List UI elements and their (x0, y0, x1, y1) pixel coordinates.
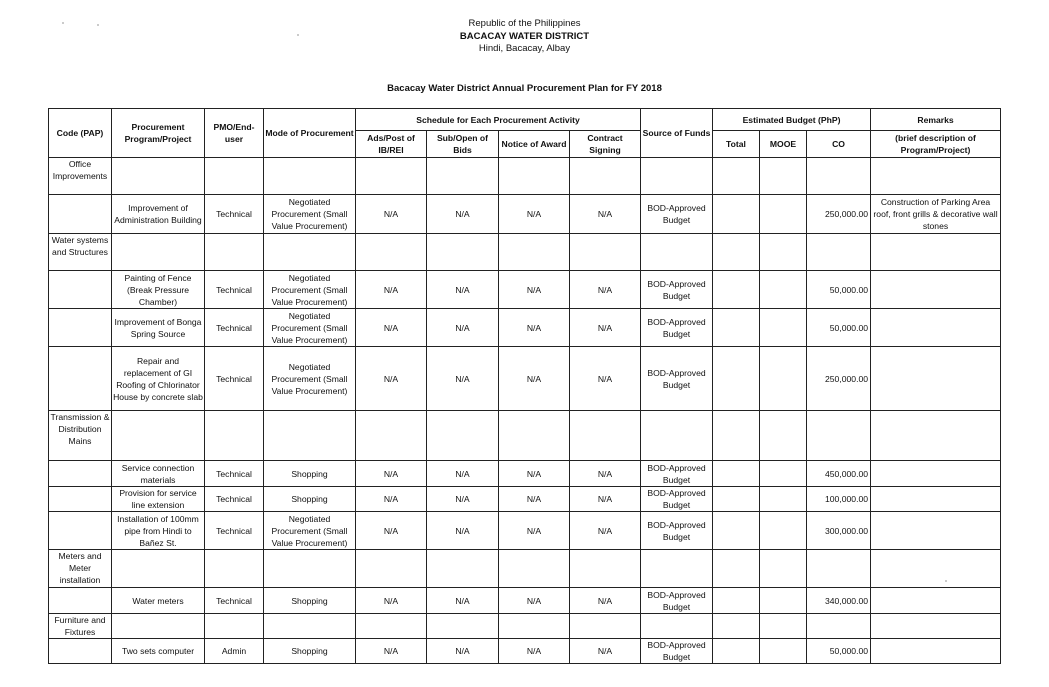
ads-cell: N/A (356, 487, 427, 512)
mode-cell: Shopping (264, 487, 356, 512)
col-total: Total (713, 131, 760, 158)
pmo-cell: Technical (205, 512, 264, 550)
table-row (49, 461, 1001, 487)
category-row (49, 411, 1001, 461)
table-body (49, 158, 1001, 664)
notice-cell: N/A (499, 309, 570, 347)
contract-cell: N/A (570, 309, 641, 347)
contract-cell: N/A (570, 512, 641, 550)
pmo-cell: Technical (205, 195, 264, 234)
co-cell: 450,000.00 (807, 461, 871, 487)
sub-cell: N/A (427, 461, 499, 487)
contract-cell: N/A (570, 461, 641, 487)
notice-cell: N/A (499, 195, 570, 234)
ads-cell: N/A (356, 271, 427, 309)
notice-cell: N/A (499, 347, 570, 411)
program-cell: Two sets computer (112, 639, 205, 664)
contract-cell: N/A (570, 195, 641, 234)
notice-cell: N/A (499, 639, 570, 664)
table-row (49, 588, 1001, 614)
program-cell: Painting of Fence (Break Pressure Chamber) (112, 271, 205, 309)
category-code: Water systems and Structures (49, 234, 112, 271)
col-remarks-desc: (brief description of Program/Project) (871, 131, 1001, 158)
co-cell: 340,000.00 (807, 588, 871, 614)
category-row (49, 234, 1001, 271)
document-title: Bacacay Water District Annual Procurement Plan for FY 2018 (387, 83, 662, 94)
co-cell: 100,000.00 (807, 487, 871, 512)
pmo-cell: Technical (205, 309, 264, 347)
source-cell: BOD-Approved Budget (641, 487, 713, 512)
co-cell: 50,000.00 (807, 639, 871, 664)
sub-cell: N/A (427, 195, 499, 234)
category-code: Office Improvements (49, 158, 112, 195)
col-schedule: Schedule for Each Procurement Activity (356, 109, 641, 131)
mode-cell: Shopping (264, 639, 356, 664)
mode-cell: Shopping (264, 588, 356, 614)
ads-cell: N/A (356, 309, 427, 347)
col-sub: Sub/Open of Bids (427, 131, 499, 158)
pmo-cell: Technical (205, 461, 264, 487)
pmo-cell: Admin (205, 639, 264, 664)
col-pmo: PMO/End-user (205, 109, 264, 158)
ads-cell: N/A (356, 347, 427, 411)
sub-cell: N/A (427, 588, 499, 614)
ads-cell: N/A (356, 512, 427, 550)
header-address: Hindi, Bacacay, Albay (478, 43, 571, 54)
notice-cell: N/A (499, 487, 570, 512)
table-row (49, 512, 1001, 550)
co-cell: 250,000.00 (807, 195, 871, 234)
notice-cell: N/A (499, 271, 570, 309)
program-cell: Installation of 100mm pipe from Hindi to Bañez St. (112, 512, 205, 550)
remarks-cell (871, 271, 1001, 309)
mode-cell: Negotiated Procurement (Small Value Procurement) (264, 512, 356, 550)
col-contract: Contract Signing (570, 131, 641, 158)
header-republic: Republic of the Philippines (468, 18, 581, 29)
notice-cell: N/A (499, 588, 570, 614)
co-cell: 50,000.00 (807, 271, 871, 309)
table-row (49, 271, 1001, 309)
contract-cell: N/A (570, 588, 641, 614)
category-code: Furniture and Fixtures (49, 614, 112, 639)
co-cell: 300,000.00 (807, 512, 871, 550)
program-cell: Water meters (112, 588, 205, 614)
table-row (49, 347, 1001, 411)
col-mooe: MOOE (760, 131, 807, 158)
document-header (0, 18, 1049, 56)
category-row (49, 614, 1001, 639)
notice-cell: N/A (499, 512, 570, 550)
remarks-cell (871, 487, 1001, 512)
program-cell: Improvement of Administration Building (112, 195, 205, 234)
category-code: Transmission & Distribution Mains (49, 411, 112, 461)
col-source: Source of Funds (641, 109, 713, 158)
remarks-cell (871, 347, 1001, 411)
ads-cell: N/A (356, 588, 427, 614)
remarks-cell (871, 512, 1001, 550)
program-cell: Repair and replacement of GI Roofing of Chlorinator House by concrete slab (112, 347, 205, 411)
notice-cell: N/A (499, 461, 570, 487)
contract-cell: N/A (570, 639, 641, 664)
remarks-cell (871, 588, 1001, 614)
col-budget: Estimated Budget (PhP) (713, 109, 871, 131)
category-row (49, 158, 1001, 195)
contract-cell: N/A (570, 271, 641, 309)
program-cell: Improvement of Bonga Spring Source (112, 309, 205, 347)
col-code: Code (PAP) (49, 109, 112, 158)
table-row (49, 309, 1001, 347)
sub-cell: N/A (427, 487, 499, 512)
program-cell: Service connection materials (112, 461, 205, 487)
remarks-cell (871, 461, 1001, 487)
source-cell: BOD-Approved Budget (641, 347, 713, 411)
category-row (49, 550, 1001, 588)
col-mode: Mode of Procurement (264, 109, 356, 158)
sub-cell: N/A (427, 512, 499, 550)
header-agency: BACACAY WATER DISTRICT (459, 30, 590, 42)
mode-cell: Negotiated Procurement (Small Value Procurement) (264, 195, 356, 234)
mode-cell: Negotiated Procurement (Small Value Procurement) (264, 347, 356, 411)
pmo-cell: Technical (205, 347, 264, 411)
sub-cell: N/A (427, 309, 499, 347)
mode-cell: Negotiated Procurement (Small Value Procurement) (264, 309, 356, 347)
ads-cell: N/A (356, 195, 427, 234)
source-cell: BOD-Approved Budget (641, 309, 713, 347)
procurement-table (48, 108, 1001, 664)
source-cell: BOD-Approved Budget (641, 461, 713, 487)
contract-cell: N/A (570, 487, 641, 512)
source-cell: BOD-Approved Budget (641, 195, 713, 234)
col-program: Procurement Program/Project (112, 109, 205, 158)
source-cell: BOD-Approved Budget (641, 639, 713, 664)
remarks-cell: Construction of Parking Area roof, front grills & decorative wall stones (871, 195, 1001, 234)
scan-speck (62, 22, 64, 24)
scan-speck (97, 24, 99, 26)
col-ads: Ads/Post of IB/REI (356, 131, 427, 158)
mode-cell: Negotiated Procurement (Small Value Procurement) (264, 271, 356, 309)
table-row (49, 639, 1001, 664)
remarks-cell (871, 639, 1001, 664)
ads-cell: N/A (356, 639, 427, 664)
table-row (49, 195, 1001, 234)
co-cell: 50,000.00 (807, 309, 871, 347)
ads-cell: N/A (356, 461, 427, 487)
pmo-cell: Technical (205, 271, 264, 309)
co-cell: 250,000.00 (807, 347, 871, 411)
category-code: Meters and Meter installation (49, 550, 112, 588)
col-co: CO (807, 131, 871, 158)
sub-cell: N/A (427, 347, 499, 411)
table-row (49, 487, 1001, 512)
col-remarks: Remarks (871, 109, 1001, 131)
source-cell: BOD-Approved Budget (641, 512, 713, 550)
sub-cell: N/A (427, 639, 499, 664)
contract-cell: N/A (570, 347, 641, 411)
sub-cell: N/A (427, 271, 499, 309)
col-notice: Notice of Award (499, 131, 570, 158)
source-cell: BOD-Approved Budget (641, 588, 713, 614)
remarks-cell (871, 309, 1001, 347)
pmo-cell: Technical (205, 588, 264, 614)
mode-cell: Shopping (264, 461, 356, 487)
source-cell: BOD-Approved Budget (641, 271, 713, 309)
pmo-cell: Technical (205, 487, 264, 512)
scan-speck (297, 34, 299, 36)
program-cell: Provision for service line extension (112, 487, 205, 512)
table-header (49, 109, 1001, 158)
